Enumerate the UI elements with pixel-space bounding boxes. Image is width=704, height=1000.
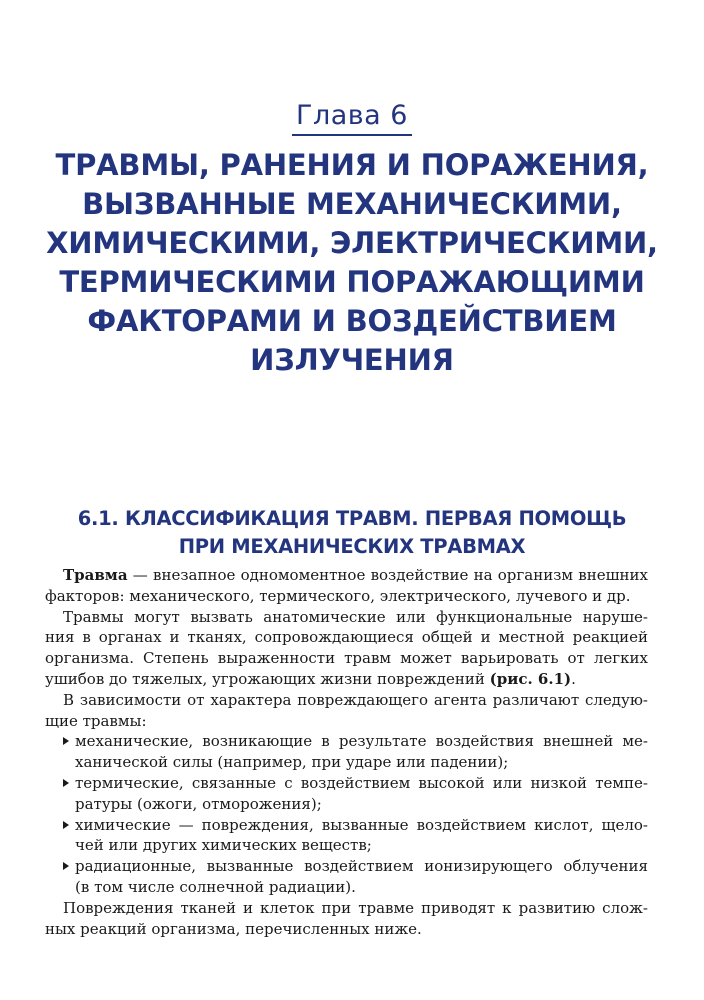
paragraph-line: ния в органах и тканях, сопровождающиеся общей и местной реакцией — [45, 628, 648, 647]
list-item-text: химические — повреждения, вызванные воздействием кислот, щело- — [75, 815, 648, 834]
list-item-text: термические, связанные с воздействием высокой или низкой темпе- — [75, 773, 648, 792]
list-item-continuation: чей или других химических веществ; — [75, 836, 372, 855]
section-title-line: ПРИ МЕХАНИЧЕСКИХ ТРАВМАХ — [178, 535, 526, 558]
figure-reference: (рис. 6.1) — [489, 669, 572, 688]
paragraph-line: щие травмы: — [45, 711, 147, 730]
list-item — [63, 815, 648, 836]
paragraph-line: организма. Степень выраженности травм может варьировать от легких — [45, 649, 648, 668]
body-text — [45, 565, 648, 939]
chapter-title-line: ФАКТОРАМИ И ВОЗДЕЙСТВИЕМ — [87, 304, 617, 338]
paragraph-line: Повреждения тканей и клеток при травме приводят к развитию слож- — [63, 898, 648, 917]
list-item-text: радиационные, вызванные воздействием ионизирующего облучения — [75, 857, 648, 876]
chapter-title-line: ТРАВМЫ, РАНЕНИЯ И ПОРАЖЕНИЯ, — [55, 148, 649, 182]
list-item-continuation: ханической силы (например, при ударе или падении); — [75, 753, 509, 772]
chapter-title — [20, 146, 684, 380]
term-bold: Травма — [63, 566, 128, 584]
section-title — [20, 505, 684, 561]
chapter-title-line: ИЗЛУЧЕНИЯ — [250, 343, 454, 377]
list-item — [63, 773, 648, 794]
list-item — [63, 731, 648, 752]
section-title-line: 6.1. КЛАССИФИКАЦИЯ ТРАВМ. ПЕРВАЯ ПОМОЩЬ — [77, 507, 627, 530]
paragraph-text: ушибов до тяжелых, угрожающих жизни повреждений — [45, 669, 490, 688]
chapter-title-line: ВЫЗВАННЫЕ МЕХАНИЧЕСКИМИ, — [82, 187, 622, 221]
paragraph-line — [45, 669, 648, 690]
paragraph-text: — внезапное одномоментное воздействие на организм внешних — [127, 566, 648, 584]
list-item-continuation: ратуры (ожоги, отморожения); — [75, 794, 322, 813]
list-item — [63, 856, 648, 877]
paragraph-text: . — [571, 669, 576, 688]
triangle-bullet-icon — [63, 821, 69, 829]
list-item-continuation: (в том числе солнечной радиации). — [75, 877, 356, 896]
chapter-label-text: Глава 6 — [292, 100, 412, 136]
paragraph-line: факторов: механического, термического, электрического, лучевого и др. — [45, 586, 631, 605]
triangle-bullet-icon — [63, 779, 69, 787]
paragraph-line: Травмы могут вызвать анатомические или функциональные наруше- — [63, 607, 648, 626]
chapter-title-line: ХИМИЧЕСКИМИ, ЭЛЕКТРИЧЕСКИМИ, — [46, 226, 658, 260]
list-item-text: механические, возникающие в результате воздействия внешней ме- — [75, 732, 648, 751]
chapter-label — [0, 100, 704, 136]
chapter-title-line: ТЕРМИЧЕСКИМИ ПОРАЖАЮЩИМИ — [59, 265, 645, 299]
paragraph-line: В зависимости от характера повреждающего агента различают следую- — [63, 690, 648, 709]
paragraph-line: ных реакций организма, перечисленных ниже. — [45, 919, 422, 938]
paragraph-line — [63, 565, 648, 586]
triangle-bullet-icon — [63, 737, 69, 745]
triangle-bullet-icon — [63, 862, 69, 870]
